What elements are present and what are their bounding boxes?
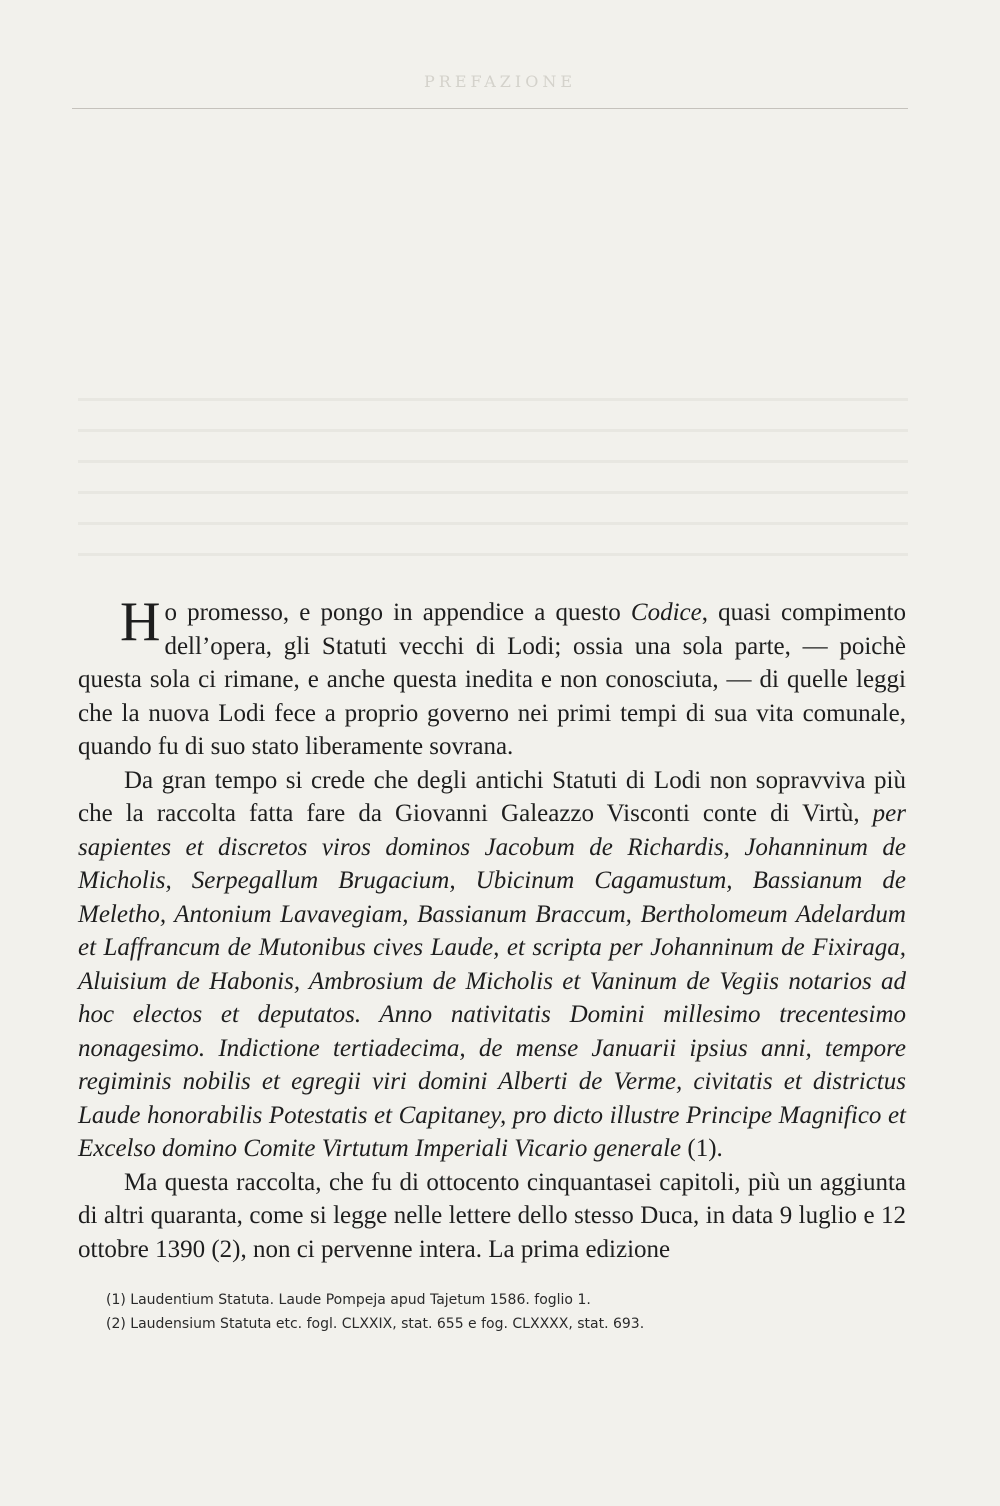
- paragraph-3: [78, 1166, 906, 1267]
- footnote-2: (2) Laudensium Statuta etc. fogl. CLXXIX, stat. 655 e fog. CLXXXX, stat. 693.: [106, 1316, 645, 1332]
- paragraph-3-text: Ma questa raccolta, che fu di ottocento cinquantasei capitoli, più un aggiunta di altri quaranta, come si legge nelle lettere dello stesso Duca, in data 9 luglio e 12 ottobre 1390 (2), non ci pervenne intera. La prima edizione: [78, 1168, 906, 1263]
- paragraph-2-text: Da gran tempo si crede che degli antichi Statuti di Lodi non sopravviva più che la raccolta fatta fare da Giovanni Galeazzo Visconti conte di Virtù,: [78, 766, 906, 827]
- paragraph-1: [78, 591, 906, 764]
- paragraph-1-rest: , quasi compimento dell’opera, gli Statuti vecchi di Lodi; ossia una sola parte, — poichè questa sola ci rimane, e anche questa inedita e non conosciuta, — di quelle leggi che la nuova Lodi fece a proprio governo nei primi tempi di sua vita comunale, quando fu di suo stato liberamente sovrana.: [78, 599, 906, 760]
- main-text: [78, 591, 906, 1266]
- drop-cap: H: [120, 591, 161, 653]
- paragraph-1-text: o promesso, e pongo in appendice a questo: [164, 599, 631, 626]
- footnote-ref-1: (1).: [681, 1135, 723, 1162]
- top-rule: [72, 108, 908, 109]
- running-head: PREFAZIONE: [424, 72, 576, 91]
- footnotes: [106, 1288, 886, 1336]
- paragraph-2: [78, 764, 906, 1166]
- paragraph-2-latin-quote: per sapientes et discretos viros dominos Jacobum de Richardis, Johanninum de Micholis, Serpegallum Brugacium, Ubicinum Cagamustum, Bassianum de Meletho, Antonium Lavavegiam, Bassianum Braccum, Bertholomeum Adelardum et Laffrancum de Mutonibus cives Laude, et scripta per Johanninum de Fixiraga, Aluisium de Habonis, Ambrosium de Micholis et Vaninum de Vegiis notarios ad hoc electos et deputatos. Anno nativitatis Domini millesimo trecentesimo nonagesimo. Indictione tertiadecima, de mense Januarii ipsius anni, tempore regiminis nobilis et egregii viri domini Alberti de Verme, civitatis et districtus Laude honorabilis Potestatis et Capitaney, pro dicto illustre Principe Magnifico et Excelso domino Comite Virtutum Imperiali Vicario generale: [78, 800, 906, 1162]
- footnote-1: (1) Laudentium Statuta. Laude Pompeja apud Tajetum 1586. foglio 1.: [106, 1292, 591, 1308]
- codice-word: Codice: [630, 599, 702, 626]
